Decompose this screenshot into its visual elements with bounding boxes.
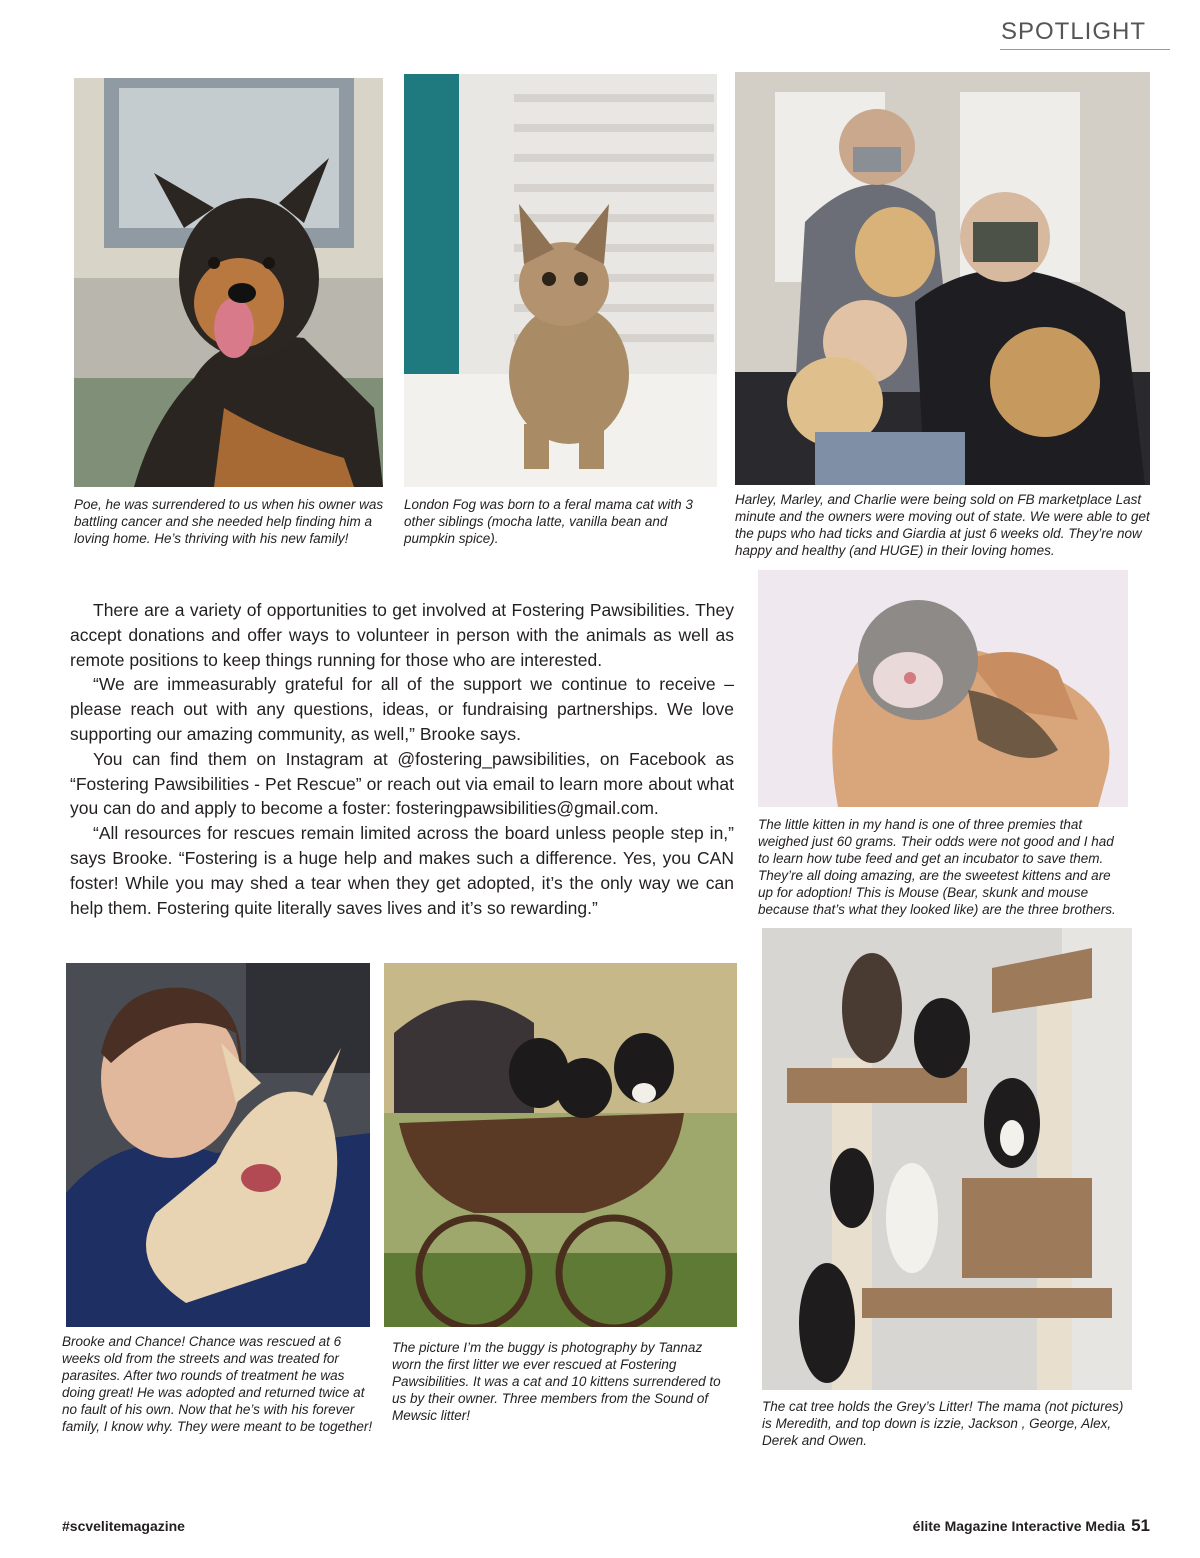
footer-publication <box>860 1516 1150 1536</box>
article-paragraph-4: “All resources for rescues remain limited across the board unless people step in,” says Brooke. “Fostering is a huge help and makes such a difference. Yes, you CAN foster! While you may shed a tear when they get adopted, it’s the only way we can help them. Fostering quite literally saves lives and it’s so rewarding.” <box>70 823 734 918</box>
london-fog-caption: London Fog was born to a feral mama cat with 3 other siblings (mocha latte, vanilla bean and pumpkin spice). <box>404 497 693 546</box>
kitten-caption: The little kitten in my hand is one of three premies that weighed just 60 grams. Their odds were not good and I had to learn how tube feed and get an incubator to save them. They’re all doing amazing, are the sweetest kittens and are up for adoption! This is Mouse (Bear, skunk and mouse because that’s what they looked like) are the three brothers. <box>758 817 1116 917</box>
article-paragraph-1: There are a variety of opportunities to get involved at Fostering Pawsibilities. They accept donations and offer ways to volunteer in person with the animals as well as remote positions to keep things running for those who are interested. <box>70 600 734 670</box>
section-tag: SPOTLIGHT <box>1000 18 1170 50</box>
kittens-in-buggy-photo <box>384 963 737 1327</box>
footer-hashtag: #scvelitemagazine <box>62 1518 185 1534</box>
publication-name: élite Magazine Interactive Media <box>912 1518 1126 1534</box>
poe-caption: Poe, he was surrendered to us when his owner was battling cancer and she needed help finding him a loving home. He’s thriving with his new family! <box>74 497 384 546</box>
pups-caption: Harley, Marley, and Charlie were being sold on FB marketplace Last minute and the owners were moving out of state. We were able to get the pups who had ticks and Giardia at just 6 weeks old. They’re now happy and healthy (and HUGE) in their loving homes. <box>735 492 1150 558</box>
article-paragraph-3: You can find them on Instagram at @fostering_pawsibilities, on Facebook as “Fostering Pawsibilities - Pet Rescue” or reach out via email to learn more about what you can do and apply to become a foster: fosteringpawsibilities@gmail.com. <box>70 748 734 819</box>
london-fog-cat-photo <box>404 74 717 487</box>
family-with-pups-photo <box>735 72 1150 485</box>
poe-dog-photo <box>74 78 383 487</box>
cat-tree-caption: The cat tree holds the Grey’s Litter! The mama (not pictures) is Meredith, and top down is izzie, Jackson , George, Alex, Derek and Owen. <box>762 1399 1124 1448</box>
buggy-caption: The picture I’m the buggy is photography by Tannaz worn the first litter we ever rescued at Fostering Pawsibilities. It was a cat and 10 kittens surrendered to us by their owner. Three members from the Sound of Mewsic litter! <box>392 1340 721 1423</box>
article-paragraph-2: “We are immeasurably grateful for all of the support we continue to receive – please reach out with any questions, ideas, or fundraising partnerships. We love supporting our amazing community, as well,” Brooke says. <box>70 674 734 744</box>
page-number: 51 <box>1131 1516 1150 1535</box>
cat-tree-photo <box>762 928 1132 1390</box>
article-body <box>70 598 734 920</box>
kitten-in-hand-photo <box>758 570 1128 807</box>
brooke-caption: Brooke and Chance! Chance was rescued at 6 weeks old from the streets and was treated for parasites. After two rounds of treatment he was doing great! He was adopted and returned twice at no fault of his own. Now that he’s with his forever family, I know why. They were meant to be together! <box>62 1334 373 1434</box>
brooke-and-chance-photo <box>66 963 370 1327</box>
